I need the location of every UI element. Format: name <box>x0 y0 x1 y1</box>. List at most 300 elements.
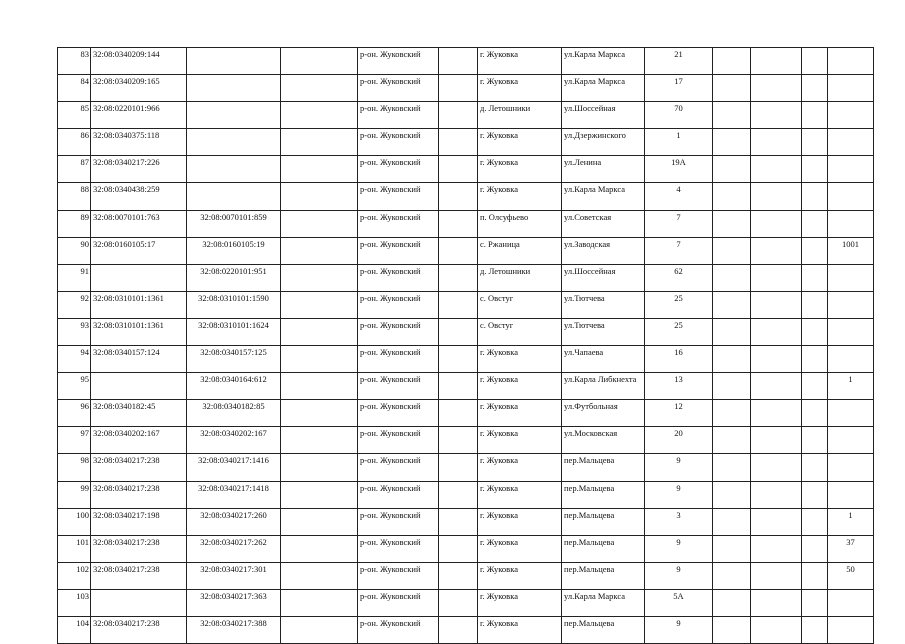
empty-cell <box>439 616 478 643</box>
table-row <box>58 129 874 156</box>
locality-cell: г. Жуковка <box>478 589 562 616</box>
table-row <box>58 318 874 345</box>
house-number-cell: 5А <box>645 589 713 616</box>
cadastral-number-building: 32:08:0310101:1590 <box>187 291 281 318</box>
house-number-cell: 9 <box>645 616 713 643</box>
street-cell: пер.Мальцева <box>562 535 645 562</box>
street-cell: пер.Мальцева <box>562 508 645 535</box>
cadastral-number-parcel: 32:08:0340375:118 <box>91 129 187 156</box>
apartment-number-cell <box>828 129 874 156</box>
empty-cell <box>751 427 802 454</box>
street-cell: ул.Заводская <box>562 237 645 264</box>
empty-cell <box>713 535 751 562</box>
empty-cell <box>439 535 478 562</box>
street-cell: пер.Мальцева <box>562 616 645 643</box>
district-cell: р-он. Жуковский <box>358 129 439 156</box>
cadastral-number-building: 32:08:0340182:85 <box>187 400 281 427</box>
empty-cell <box>802 102 828 129</box>
row-number: 86 <box>58 129 91 156</box>
empty-cell <box>802 129 828 156</box>
empty-cell <box>802 508 828 535</box>
cadastral-number-parcel: 32:08:0340217:226 <box>91 156 187 183</box>
cadastral-number-parcel: 32:08:0340182:45 <box>91 400 187 427</box>
district-cell: р-он. Жуковский <box>358 400 439 427</box>
empty-cell <box>751 183 802 210</box>
table-row <box>58 373 874 400</box>
empty-cell <box>281 129 358 156</box>
empty-cell <box>713 129 751 156</box>
district-cell: р-он. Жуковский <box>358 318 439 345</box>
apartment-number-cell: 50 <box>828 562 874 589</box>
empty-cell <box>751 210 802 237</box>
empty-cell <box>281 454 358 481</box>
apartment-number-cell <box>828 210 874 237</box>
locality-cell: д. Летошники <box>478 264 562 291</box>
empty-cell <box>281 481 358 508</box>
district-cell: р-он. Жуковский <box>358 264 439 291</box>
cadastral-number-building: 32:08:0340217:260 <box>187 508 281 535</box>
locality-cell: г. Жуковка <box>478 562 562 589</box>
cadastral-number-building: 32:08:0070101:859 <box>187 210 281 237</box>
empty-cell <box>713 291 751 318</box>
district-cell: р-он. Жуковский <box>358 291 439 318</box>
cadastral-number-parcel <box>91 373 187 400</box>
empty-cell <box>802 183 828 210</box>
locality-cell: д. Летошники <box>478 102 562 129</box>
locality-cell: г. Жуковка <box>478 427 562 454</box>
row-number: 101 <box>58 535 91 562</box>
empty-cell <box>281 264 358 291</box>
house-number-cell: 16 <box>645 346 713 373</box>
locality-cell: г. Жуковка <box>478 400 562 427</box>
apartment-number-cell <box>828 102 874 129</box>
house-number-cell: 21 <box>645 48 713 75</box>
apartment-number-cell <box>828 454 874 481</box>
empty-cell <box>751 156 802 183</box>
street-cell: ул.Тютчева <box>562 291 645 318</box>
empty-cell <box>751 102 802 129</box>
cadastral-number-parcel: 32:08:0340438:259 <box>91 183 187 210</box>
empty-cell <box>439 156 478 183</box>
empty-cell <box>751 75 802 102</box>
locality-cell: г. Жуковка <box>478 454 562 481</box>
locality-cell: с. Овстуг <box>478 318 562 345</box>
cadastral-number-parcel <box>91 264 187 291</box>
house-number-cell: 25 <box>645 291 713 318</box>
locality-cell: п. Олсуфьево <box>478 210 562 237</box>
cadastral-number-parcel: 32:08:0340217:238 <box>91 616 187 643</box>
empty-cell <box>802 373 828 400</box>
empty-cell <box>439 48 478 75</box>
street-cell: пер.Мальцева <box>562 562 645 589</box>
table-row <box>58 454 874 481</box>
table-row <box>58 427 874 454</box>
empty-cell <box>751 318 802 345</box>
table-row <box>58 535 874 562</box>
cadastral-number-building: 32:08:0340217:262 <box>187 535 281 562</box>
empty-cell <box>802 454 828 481</box>
cadastral-number-parcel: 32:08:0070101:763 <box>91 210 187 237</box>
cadastral-number-parcel: 32:08:0340217:238 <box>91 562 187 589</box>
table-body <box>58 48 874 644</box>
row-number: 90 <box>58 237 91 264</box>
row-number: 85 <box>58 102 91 129</box>
street-cell: ул.Шоссейная <box>562 264 645 291</box>
empty-cell <box>713 156 751 183</box>
row-number: 91 <box>58 264 91 291</box>
empty-cell <box>439 102 478 129</box>
street-cell: пер.Мальцева <box>562 481 645 508</box>
cadastral-number-parcel: 32:08:0310101:1361 <box>91 318 187 345</box>
property-table <box>57 47 874 644</box>
empty-cell <box>713 75 751 102</box>
house-number-cell: 9 <box>645 481 713 508</box>
apartment-number-cell <box>828 589 874 616</box>
apartment-number-cell <box>828 616 874 643</box>
empty-cell <box>802 210 828 237</box>
district-cell: р-он. Жуковский <box>358 75 439 102</box>
apartment-number-cell <box>828 291 874 318</box>
house-number-cell: 9 <box>645 562 713 589</box>
empty-cell <box>802 400 828 427</box>
empty-cell <box>802 535 828 562</box>
empty-cell <box>802 481 828 508</box>
empty-cell <box>802 156 828 183</box>
empty-cell <box>751 589 802 616</box>
house-number-cell: 3 <box>645 508 713 535</box>
street-cell: ул.Футбольная <box>562 400 645 427</box>
empty-cell <box>281 400 358 427</box>
empty-cell <box>281 589 358 616</box>
empty-cell <box>802 346 828 373</box>
empty-cell <box>713 346 751 373</box>
district-cell: р-он. Жуковский <box>358 481 439 508</box>
apartment-number-cell: 1 <box>828 508 874 535</box>
empty-cell <box>281 291 358 318</box>
cadastral-number-parcel: 32:08:0340209:165 <box>91 75 187 102</box>
cadastral-number-building: 32:08:0340217:1416 <box>187 454 281 481</box>
table-row <box>58 237 874 264</box>
row-number: 103 <box>58 589 91 616</box>
empty-cell <box>439 481 478 508</box>
row-number: 87 <box>58 156 91 183</box>
empty-cell <box>713 454 751 481</box>
cadastral-number-building: 32:08:0340164:612 <box>187 373 281 400</box>
table-row <box>58 75 874 102</box>
empty-cell <box>281 616 358 643</box>
row-number: 100 <box>58 508 91 535</box>
locality-cell: г. Жуковка <box>478 75 562 102</box>
empty-cell <box>713 373 751 400</box>
cadastral-number-parcel <box>91 589 187 616</box>
locality-cell: с. Ржаница <box>478 237 562 264</box>
cadastral-number-building <box>187 129 281 156</box>
empty-cell <box>751 264 802 291</box>
empty-cell <box>751 129 802 156</box>
table-row <box>58 481 874 508</box>
apartment-number-cell: 37 <box>828 535 874 562</box>
house-number-cell: 25 <box>645 318 713 345</box>
empty-cell <box>802 291 828 318</box>
empty-cell <box>439 427 478 454</box>
district-cell: р-он. Жуковский <box>358 237 439 264</box>
row-number: 84 <box>58 75 91 102</box>
empty-cell <box>713 183 751 210</box>
empty-cell <box>439 210 478 237</box>
empty-cell <box>439 75 478 102</box>
empty-cell <box>713 237 751 264</box>
empty-cell <box>439 129 478 156</box>
cadastral-number-building: 32:08:0340217:1418 <box>187 481 281 508</box>
street-cell: пер.Мальцева <box>562 454 645 481</box>
district-cell: р-он. Жуковский <box>358 373 439 400</box>
cadastral-number-building: 32:08:0340217:363 <box>187 589 281 616</box>
empty-cell <box>713 508 751 535</box>
empty-cell <box>439 264 478 291</box>
empty-cell <box>281 156 358 183</box>
empty-cell <box>751 48 802 75</box>
locality-cell: г. Жуковка <box>478 373 562 400</box>
empty-cell <box>281 318 358 345</box>
house-number-cell: 4 <box>645 183 713 210</box>
house-number-cell: 62 <box>645 264 713 291</box>
apartment-number-cell <box>828 318 874 345</box>
empty-cell <box>713 48 751 75</box>
table-row <box>58 346 874 373</box>
row-number: 83 <box>58 48 91 75</box>
cadastral-number-building <box>187 156 281 183</box>
table-row <box>58 102 874 129</box>
row-number: 102 <box>58 562 91 589</box>
empty-cell <box>751 291 802 318</box>
cadastral-number-parcel: 32:08:0340157:124 <box>91 346 187 373</box>
table-row <box>58 562 874 589</box>
district-cell: р-он. Жуковский <box>358 183 439 210</box>
empty-cell <box>713 400 751 427</box>
house-number-cell: 7 <box>645 210 713 237</box>
empty-cell <box>439 562 478 589</box>
house-number-cell: 12 <box>645 400 713 427</box>
cadastral-number-parcel: 32:08:0340217:238 <box>91 454 187 481</box>
empty-cell <box>802 264 828 291</box>
table-row <box>58 156 874 183</box>
street-cell: ул.Карла Маркса <box>562 75 645 102</box>
cadastral-number-building: 32:08:0340217:388 <box>187 616 281 643</box>
table-row <box>58 183 874 210</box>
empty-cell <box>439 237 478 264</box>
apartment-number-cell <box>828 48 874 75</box>
empty-cell <box>802 589 828 616</box>
table-row <box>58 589 874 616</box>
empty-cell <box>802 75 828 102</box>
cadastral-number-building <box>187 75 281 102</box>
locality-cell: г. Жуковка <box>478 346 562 373</box>
empty-cell <box>281 427 358 454</box>
empty-cell <box>439 318 478 345</box>
apartment-number-cell <box>828 400 874 427</box>
row-number: 98 <box>58 454 91 481</box>
empty-cell <box>802 237 828 264</box>
house-number-cell: 9 <box>645 454 713 481</box>
district-cell: р-он. Жуковский <box>358 589 439 616</box>
empty-cell <box>281 210 358 237</box>
street-cell: ул.Московская <box>562 427 645 454</box>
table-row <box>58 400 874 427</box>
empty-cell <box>751 373 802 400</box>
cadastral-number-building: 32:08:0160105:19 <box>187 237 281 264</box>
empty-cell <box>281 373 358 400</box>
street-cell: ул.Ленина <box>562 156 645 183</box>
apartment-number-cell <box>828 481 874 508</box>
row-number: 94 <box>58 346 91 373</box>
table-row <box>58 210 874 237</box>
row-number: 96 <box>58 400 91 427</box>
cadastral-number-parcel: 32:08:0340217:238 <box>91 535 187 562</box>
cadastral-number-parcel: 32:08:0160105:17 <box>91 237 187 264</box>
empty-cell <box>751 616 802 643</box>
apartment-number-cell <box>828 75 874 102</box>
district-cell: р-он. Жуковский <box>358 562 439 589</box>
empty-cell <box>802 48 828 75</box>
street-cell: ул.Советская <box>562 210 645 237</box>
locality-cell: г. Жуковка <box>478 156 562 183</box>
district-cell: р-он. Жуковский <box>358 48 439 75</box>
empty-cell <box>439 183 478 210</box>
cadastral-number-building: 32:08:0340202:167 <box>187 427 281 454</box>
empty-cell <box>281 48 358 75</box>
empty-cell <box>713 616 751 643</box>
table-row <box>58 508 874 535</box>
district-cell: р-он. Жуковский <box>358 102 439 129</box>
empty-cell <box>751 562 802 589</box>
house-number-cell: 17 <box>645 75 713 102</box>
street-cell: ул.Шоссейная <box>562 102 645 129</box>
empty-cell <box>281 183 358 210</box>
empty-cell <box>281 535 358 562</box>
row-number: 92 <box>58 291 91 318</box>
locality-cell: г. Жуковка <box>478 535 562 562</box>
apartment-number-cell <box>828 427 874 454</box>
locality-cell: г. Жуковка <box>478 616 562 643</box>
street-cell: ул.Дзержинского <box>562 129 645 156</box>
empty-cell <box>713 264 751 291</box>
empty-cell <box>281 346 358 373</box>
row-number: 93 <box>58 318 91 345</box>
row-number: 97 <box>58 427 91 454</box>
house-number-cell: 13 <box>645 373 713 400</box>
empty-cell <box>439 508 478 535</box>
district-cell: р-он. Жуковский <box>358 346 439 373</box>
cadastral-number-building <box>187 102 281 129</box>
empty-cell <box>713 427 751 454</box>
empty-cell <box>751 237 802 264</box>
empty-cell <box>439 589 478 616</box>
locality-cell: г. Жуковка <box>478 481 562 508</box>
empty-cell <box>751 508 802 535</box>
cadastral-number-parcel: 32:08:0340217:198 <box>91 508 187 535</box>
apartment-number-cell <box>828 346 874 373</box>
empty-cell <box>751 481 802 508</box>
empty-cell <box>802 616 828 643</box>
empty-cell <box>439 373 478 400</box>
street-cell: ул.Карла Маркса <box>562 183 645 210</box>
table-row <box>58 291 874 318</box>
row-number: 89 <box>58 210 91 237</box>
empty-cell <box>713 589 751 616</box>
row-number: 104 <box>58 616 91 643</box>
locality-cell: г. Жуковка <box>478 508 562 535</box>
apartment-number-cell <box>828 156 874 183</box>
cadastral-number-building: 32:08:0220101:951 <box>187 264 281 291</box>
empty-cell <box>439 291 478 318</box>
empty-cell <box>713 102 751 129</box>
cadastral-number-building: 32:08:0310101:1624 <box>187 318 281 345</box>
empty-cell <box>281 75 358 102</box>
house-number-cell: 20 <box>645 427 713 454</box>
district-cell: р-он. Жуковский <box>358 210 439 237</box>
empty-cell <box>751 454 802 481</box>
house-number-cell: 7 <box>645 237 713 264</box>
house-number-cell: 9 <box>645 535 713 562</box>
locality-cell: г. Жуковка <box>478 129 562 156</box>
empty-cell <box>713 481 751 508</box>
empty-cell <box>802 318 828 345</box>
empty-cell <box>439 400 478 427</box>
empty-cell <box>281 237 358 264</box>
apartment-number-cell: 1 <box>828 373 874 400</box>
empty-cell <box>713 562 751 589</box>
cadastral-number-building <box>187 183 281 210</box>
table-row <box>58 616 874 643</box>
apartment-number-cell <box>828 264 874 291</box>
house-number-cell: 19А <box>645 156 713 183</box>
empty-cell <box>751 346 802 373</box>
apartment-number-cell <box>828 183 874 210</box>
district-cell: р-он. Жуковский <box>358 616 439 643</box>
empty-cell <box>802 562 828 589</box>
cadastral-number-parcel: 32:08:0340209:144 <box>91 48 187 75</box>
empty-cell <box>713 210 751 237</box>
locality-cell: г. Жуковка <box>478 48 562 75</box>
empty-cell <box>281 508 358 535</box>
locality-cell: г. Жуковка <box>478 183 562 210</box>
empty-cell <box>439 454 478 481</box>
locality-cell: с. Овстуг <box>478 291 562 318</box>
cadastral-number-building: 32:08:0340217:301 <box>187 562 281 589</box>
row-number: 88 <box>58 183 91 210</box>
street-cell: ул.Карла Либкнехта <box>562 373 645 400</box>
cadastral-number-parcel: 32:08:0340202:167 <box>91 427 187 454</box>
empty-cell <box>751 535 802 562</box>
row-number: 95 <box>58 373 91 400</box>
district-cell: р-он. Жуковский <box>358 454 439 481</box>
district-cell: р-он. Жуковский <box>358 535 439 562</box>
street-cell: ул.Карла Маркса <box>562 48 645 75</box>
row-number: 99 <box>58 481 91 508</box>
empty-cell <box>751 400 802 427</box>
cadastral-number-building <box>187 48 281 75</box>
cadastral-number-parcel: 32:08:0340217:238 <box>91 481 187 508</box>
street-cell: ул.Тютчева <box>562 318 645 345</box>
empty-cell <box>281 562 358 589</box>
district-cell: р-он. Жуковский <box>358 508 439 535</box>
empty-cell <box>802 427 828 454</box>
cadastral-number-building: 32:08:0340157:125 <box>187 346 281 373</box>
district-cell: р-он. Жуковский <box>358 427 439 454</box>
table-row <box>58 48 874 75</box>
street-cell: ул.Чапаева <box>562 346 645 373</box>
empty-cell <box>439 346 478 373</box>
